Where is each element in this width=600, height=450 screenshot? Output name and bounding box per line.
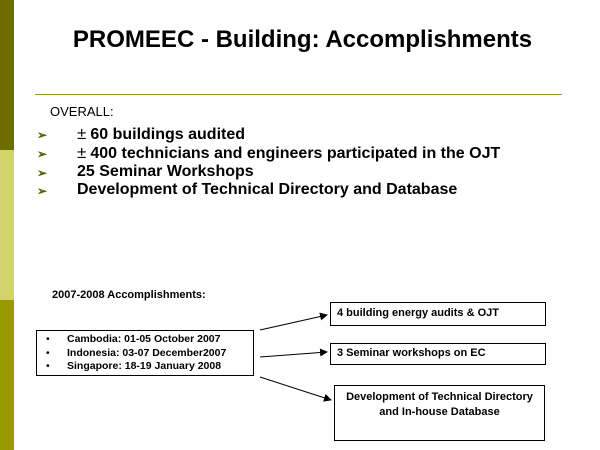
result-box-audits: 4 building energy audits & OJT	[330, 302, 546, 326]
arrowhead-bullet-icon: ➢	[37, 128, 48, 142]
arrowhead-bullet-icon: ➢	[37, 166, 48, 180]
result-box-workshops: 3 Seminar workshops on EC	[330, 343, 546, 365]
overall-label: OVERALL:	[50, 104, 114, 119]
dot-bullet-icon: •	[46, 360, 50, 372]
bullet-text: 400 technicians and engineers participated in the OJT	[90, 145, 501, 162]
arrowhead-bullet-icon: ➢	[37, 184, 48, 198]
location-text: Indonesia: 03-07 December2007	[67, 346, 227, 359]
dot-bullet-icon: •	[46, 333, 50, 345]
arrow-to-directory	[260, 377, 331, 400]
arrow-to-workshops	[260, 352, 327, 357]
bullet-text: 60 buildings audited	[90, 126, 246, 143]
result-box-directory: Development of Technical Directory and In-house Database	[334, 385, 545, 441]
arrow-to-audits	[260, 315, 327, 330]
plus-minus-symbol: ±	[77, 143, 87, 162]
location-text: Singapore: 18-19 January 2008	[67, 360, 222, 372]
bullet-text: Development of Technical Directory and Database	[77, 181, 458, 198]
accomplishments-label: 2007-2008 Accomplishments:	[52, 289, 206, 301]
dot-bullet-icon: •	[46, 346, 50, 359]
plus-minus-symbol: ±	[77, 124, 87, 143]
bullet-text: 25 Seminar Workshops	[77, 163, 254, 180]
arrowhead-bullet-icon: ➢	[37, 147, 48, 161]
location-text: Cambodia: 01-05 October 2007	[67, 333, 221, 345]
slide-title: PROMEEC - Building: Accomplishments	[72, 26, 533, 53]
